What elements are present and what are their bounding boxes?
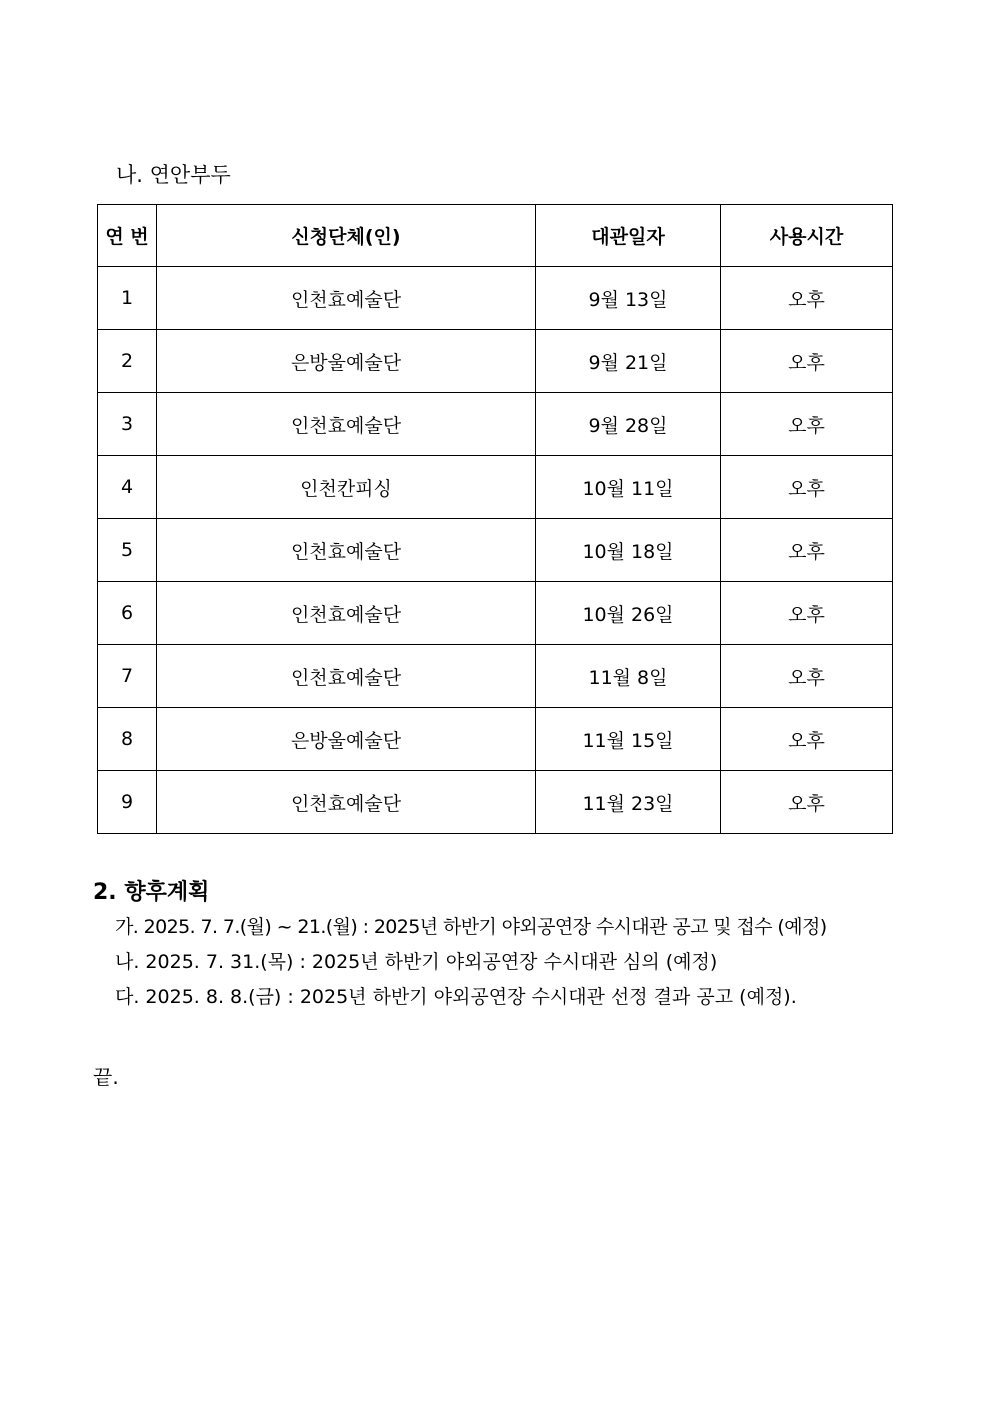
cell-applicant: 은방울예술단 xyxy=(157,708,536,771)
table-row xyxy=(98,645,893,708)
table-row xyxy=(98,393,893,456)
cell-applicant: 인천효예술단 xyxy=(157,582,536,645)
table-header-row xyxy=(98,205,893,267)
cell-applicant: 인천효예술단 xyxy=(157,645,536,708)
cell-no: 2 xyxy=(98,330,157,393)
cell-time: 오후 xyxy=(721,330,893,393)
plan-item-na: 나. 2025. 7. 31.(목) : 2025년 하반기 야외공연장 수시대관 심의 (예정) xyxy=(115,951,718,973)
cell-date: 10월 11일 xyxy=(536,456,721,519)
cell-date: 10월 26일 xyxy=(536,582,721,645)
table-row xyxy=(98,771,893,834)
cell-time: 오후 xyxy=(721,456,893,519)
cell-no: 6 xyxy=(98,582,157,645)
header-date: 대관일자 xyxy=(536,205,721,267)
cell-time: 오후 xyxy=(721,708,893,771)
header-no: 연 번 xyxy=(98,205,157,267)
rental-schedule-table xyxy=(97,204,893,834)
cell-time: 오후 xyxy=(721,645,893,708)
future-plan-section xyxy=(93,876,903,1015)
cell-no: 8 xyxy=(98,708,157,771)
end-mark: 끝. xyxy=(93,1065,119,1089)
cell-time: 오후 xyxy=(721,519,893,582)
header-time: 사용시간 xyxy=(721,205,893,267)
cell-applicant: 인천효예술단 xyxy=(157,393,536,456)
cell-no: 4 xyxy=(98,456,157,519)
cell-no: 1 xyxy=(98,267,157,330)
cell-date: 10월 18일 xyxy=(536,519,721,582)
cell-applicant: 은방울예술단 xyxy=(157,330,536,393)
plan-item-da: 다. 2025. 8. 8.(금) : 2025년 하반기 야외공연장 수시대관 선정 결과 공고 (예정). xyxy=(115,986,797,1008)
cell-time: 오후 xyxy=(721,267,893,330)
cell-date: 9월 13일 xyxy=(536,267,721,330)
cell-time: 오후 xyxy=(721,393,893,456)
cell-date: 11월 23일 xyxy=(536,771,721,834)
table-row xyxy=(98,267,893,330)
cell-no: 5 xyxy=(98,519,157,582)
cell-applicant: 인천칸피싱 xyxy=(157,456,536,519)
header-applicant: 신청단체(인) xyxy=(157,205,536,267)
table-row xyxy=(98,708,893,771)
cell-no: 9 xyxy=(98,771,157,834)
table-row xyxy=(98,519,893,582)
cell-applicant: 인천효예술단 xyxy=(157,771,536,834)
cell-applicant: 인천효예술단 xyxy=(157,519,536,582)
future-plan-title: 2. 향후계획 xyxy=(93,880,210,905)
table-row xyxy=(98,456,893,519)
cell-time: 오후 xyxy=(721,582,893,645)
section-subheading: 나. 연안부두 xyxy=(116,163,231,187)
cell-applicant: 인천효예술단 xyxy=(157,267,536,330)
table-row xyxy=(98,330,893,393)
table-row xyxy=(98,582,893,645)
cell-no: 7 xyxy=(98,645,157,708)
cell-date: 9월 21일 xyxy=(536,330,721,393)
cell-no: 3 xyxy=(98,393,157,456)
cell-date: 9월 28일 xyxy=(536,393,721,456)
cell-date: 11월 8일 xyxy=(536,645,721,708)
plan-item-ga: 가. 2025. 7. 7.(월) ~ 21.(월) : 2025년 하반기 야외공연장 수시대관 공고 및 접수 (예정) xyxy=(115,916,827,938)
cell-time: 오후 xyxy=(721,771,893,834)
cell-date: 11월 15일 xyxy=(536,708,721,771)
